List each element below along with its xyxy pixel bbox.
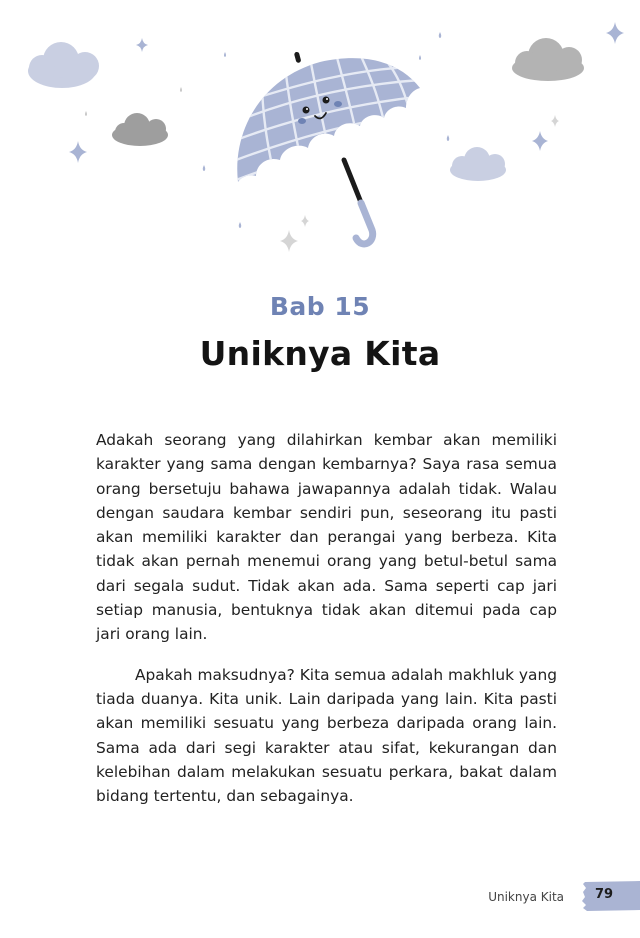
page-number-tab: [581, 881, 640, 911]
umbrella-icon: [236, 51, 425, 244]
cloud-icon: [512, 38, 584, 81]
cloud-icon: [112, 113, 168, 146]
cloud-icon: [450, 147, 506, 181]
umbrella-illustration: [0, 0, 640, 270]
page-number: 79: [595, 887, 614, 902]
paragraph: Adakah seorang yang dilahirkan kembar akan memiliki karakter yang sama dengan kembarnya? Saya rasa semua orang bersetuju bahawa jawapannya adalah tidak. Walau dengan saudara kembar sendiri pun, seseorang itu pasti akan memiliki karakter dan perangai yang berbeza. Kita tidak akan pernah menemui orang yang betul-betul sama dari segala sudut. Tidak akan ada. Sama seperti cap jari setiap manusia, bentuknya tidak akan ditemui pada cap jari orang lain.: [96, 431, 557, 644]
cloud-icon: [28, 42, 99, 88]
raindrop-icon: [85, 87, 182, 116]
sparkle-icon: [280, 115, 559, 252]
chapter-number: Bab 15: [269, 292, 371, 321]
chapter-title: Uniknya Kita: [199, 334, 441, 373]
paragraph: Apakah maksudnya? Kita semua adalah makhluk yang tiada duanya. Kita unik. Lain daripada yang lain. Kita pasti akan memiliki sesuatu yang berbeza daripada orang lain. Sama ada dari segi karakter atau sifat, kekurangan dan kelebihan dalam melakukan sesuatu perkara, bakat dalam bidang tertentu, dan sebagainya.: [96, 665, 557, 806]
body-text: [96, 428, 557, 808]
running-title: Uniknya Kita: [488, 890, 564, 904]
